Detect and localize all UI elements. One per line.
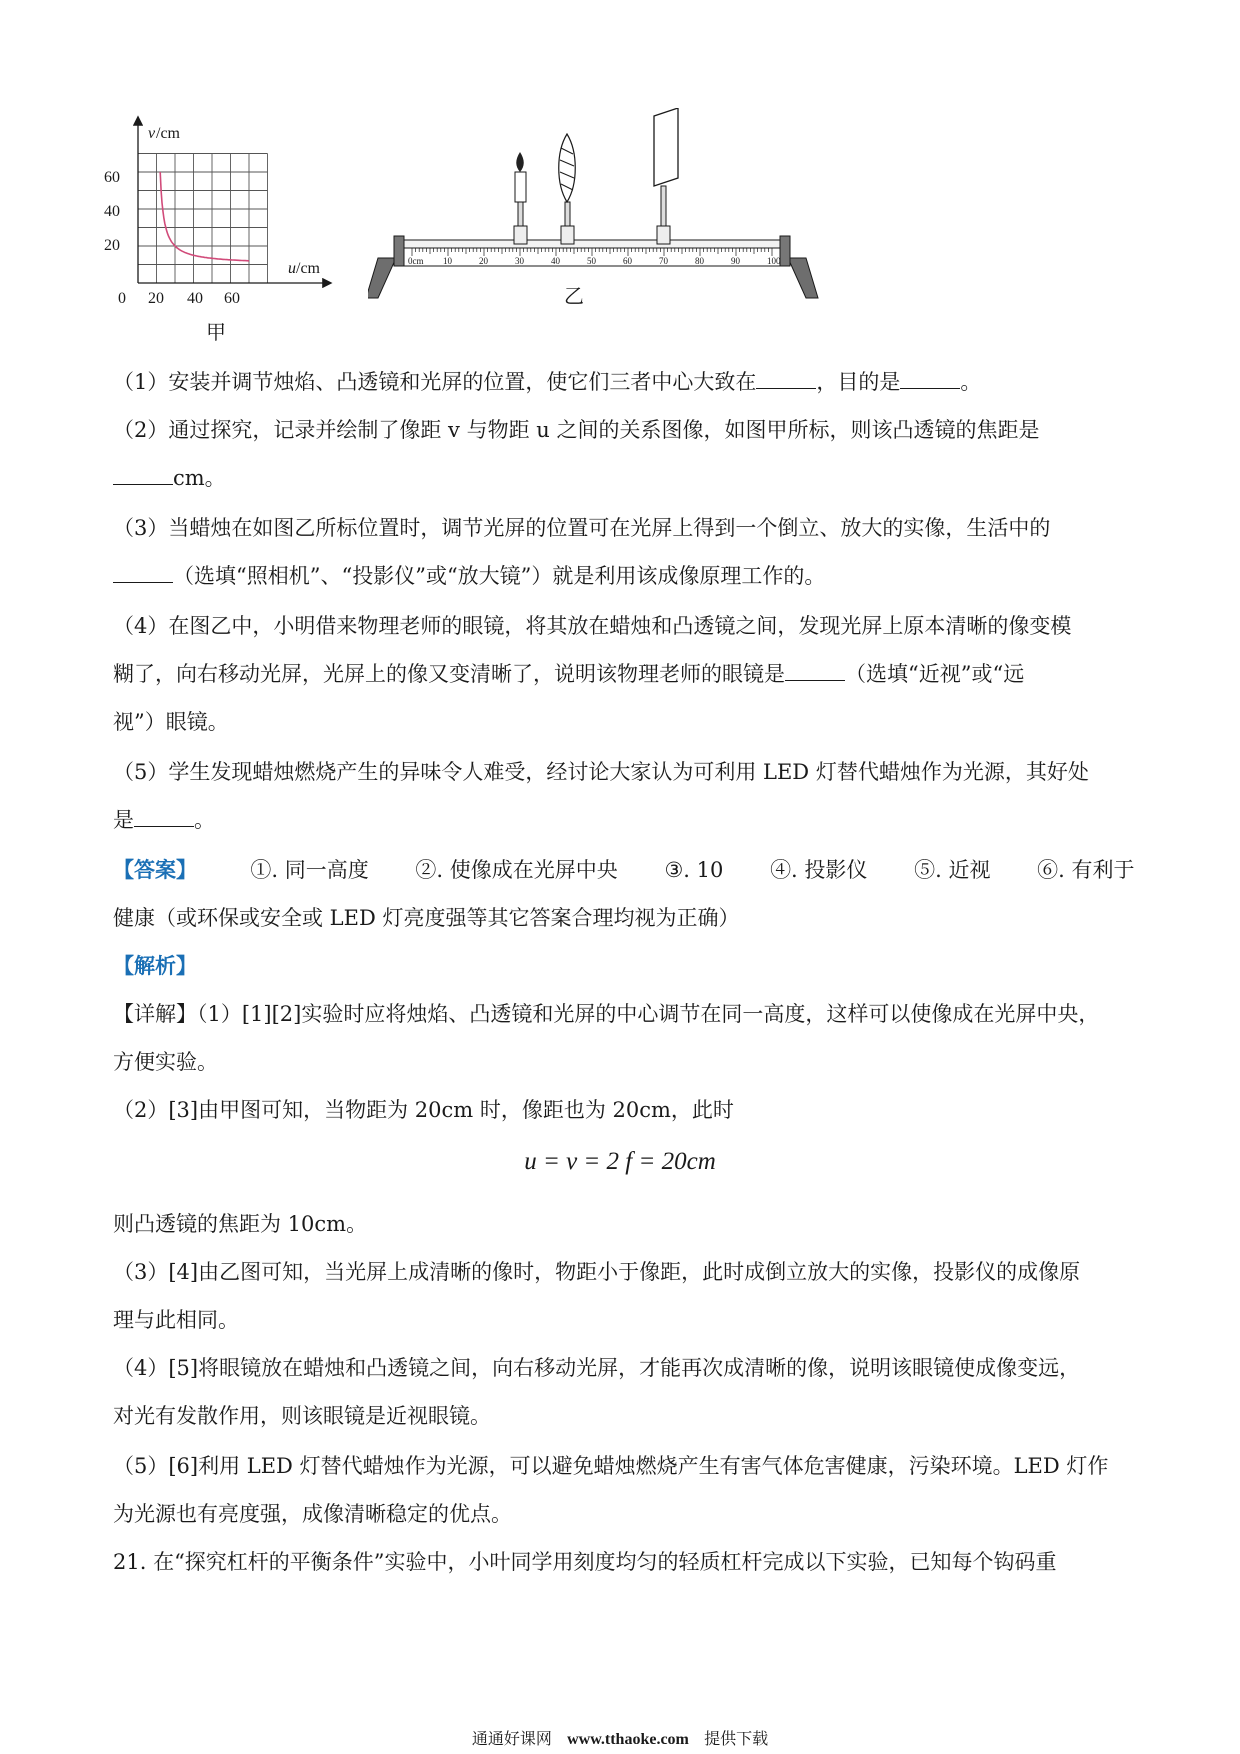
q1-text-a: （1）安装并调节烛焰、凸透镜和光屏的位置，使它们三者中心大致在 — [113, 370, 757, 394]
answer-item: ②. 使像成在光屏中央 — [415, 858, 618, 882]
q4-line3: 视”）眼镜。 — [113, 710, 229, 734]
q2-line2-end: cm。 — [173, 466, 226, 490]
detail-p3-line2: 理与此相同。 — [113, 1308, 239, 1332]
y-axis-label-unit: /cm — [156, 125, 180, 142]
detail-p3 — [113, 1248, 1128, 1344]
x-axis-label-var: u — [288, 260, 296, 277]
bench-right-end — [780, 236, 790, 266]
answer-blank — [785, 660, 845, 681]
vu-graph — [100, 110, 340, 310]
q1-text-b: ，目的是 — [816, 370, 901, 394]
bench-right-leg — [788, 258, 818, 298]
answer-block — [113, 846, 1135, 942]
question-4 — [113, 602, 1128, 746]
answer-item: ③. 10 — [664, 858, 724, 882]
x-axis-label-unit: /cm — [296, 260, 320, 277]
answer-blank — [900, 368, 960, 389]
question-5 — [113, 748, 1128, 844]
figure-jia — [100, 110, 340, 344]
detail-p5 — [113, 1442, 1128, 1538]
figure-yi — [368, 108, 828, 340]
y-tick-label: 20 — [104, 237, 120, 254]
formula: u = v = 2 f = 20cm — [524, 1148, 716, 1175]
question-3 — [113, 504, 1128, 600]
q4-line1: （4）在图乙中，小明借来物理老师的眼镜，将其放在蜡烛和凸透镜之间，发现光屏上原本清晰的像变模 — [113, 614, 1072, 638]
ruler-tick-label: 30 — [515, 256, 524, 266]
q3-line1: （3）当蜡烛在如图乙所标位置时，调节光屏的位置可在光屏上得到一个倒立、放大的实像，生活中的 — [113, 516, 1051, 540]
y-tick-label: 60 — [104, 169, 120, 186]
footer-suffix: 提供下载 — [704, 1729, 769, 1748]
ruler-tick-label: 70 — [659, 256, 668, 266]
q1-text-c: 。 — [960, 370, 982, 394]
detail-p1-line1: 【详解】（1）[1][2]实验时应将烛焰、凸透镜和光屏的中心调节在同一高度，这样可以使像成在光屏中央， — [113, 1002, 1100, 1026]
answer-item: ④. 投影仪 — [770, 858, 868, 882]
y-axis-label-var: v — [148, 125, 156, 142]
ruler-tick-label: 90 — [731, 256, 740, 266]
detail-p2b — [113, 1200, 1128, 1248]
detail-p2-line1: （2）[3]由甲图可知，当物距为 20cm 时，像距也为 20cm，此时 — [113, 1098, 734, 1122]
q3-line2-end: （选填“照相机”、“投影仪”或“放大镜”）就是利用该成像原理工作的。 — [173, 564, 826, 588]
bench-left-end — [394, 236, 404, 266]
flame-icon — [516, 152, 524, 172]
figure-label-yi: 乙 — [564, 284, 584, 308]
q4-line2-a: 糊了，向右移动光屏，光屏上的像又变清晰了，说明该物理老师的眼镜是 — [113, 662, 785, 686]
q21-line1: 21. 在“探究杠杆的平衡条件”实验中，小叶同学用刻度均匀的轻质杠杆完成以下实验，已知每个钩码重 — [113, 1550, 1057, 1574]
question-2 — [113, 406, 1128, 502]
detail-p1-line2: 方便实验。 — [113, 1050, 218, 1074]
vu-curve — [160, 172, 249, 261]
question-21 — [113, 1538, 1128, 1586]
answer-blank — [756, 368, 816, 389]
footer-site: 通通好课网 — [471, 1729, 552, 1748]
answer-item: ⑥. 有利于 — [1037, 858, 1135, 882]
analysis-tag: 【解析】 — [113, 953, 197, 978]
light-screen — [654, 108, 678, 244]
bench-rail — [404, 240, 780, 248]
q4-line2-b: （选填“近视”或“远 — [845, 662, 1025, 686]
q5-line2-b: 。 — [194, 808, 215, 832]
figure-label-jia: 甲 — [206, 320, 226, 344]
q5-line1: （5）学生发现蜡烛燃烧产生的异味令人难受，经讨论大家认为可利用 LED 灯替代蜡烛作为光源，其好处 — [113, 760, 1089, 784]
q2-line1: （2）通过探究，记录并绘制了像距 v 与物距 u 之间的关系图像，如图甲所标，则该凸透镜的焦距是 — [113, 418, 1040, 442]
answer-tag: 【答案】 — [113, 857, 197, 882]
answer-item: ⑤. 近视 — [914, 858, 991, 882]
x-tick-label: 0 — [118, 290, 126, 307]
ruler-tick-label: 10 — [443, 256, 452, 266]
q5-line2-a: 是 — [113, 808, 134, 832]
detail-p2-line2: 则凸透镜的焦距为 10cm。 — [113, 1212, 368, 1236]
x-tick-label: 60 — [224, 290, 240, 307]
ruler-tick-label: 20 — [479, 256, 488, 266]
question-1 — [113, 358, 1128, 406]
ruler-tick-label: 40 — [551, 256, 560, 266]
y-tick-label: 40 — [104, 203, 120, 220]
answer-line2: 健康（或环保或安全或 LED 灯亮度强等其它答案合理均视为正确） — [113, 906, 740, 930]
x-tick-label: 40 — [187, 290, 203, 307]
page-footer — [0, 1726, 1240, 1749]
ruler-tick-label: 60 — [623, 256, 632, 266]
ruler-tick-label: 50 — [587, 256, 596, 266]
footer-url[interactable]: www.tthaoke.com — [567, 1731, 689, 1748]
answer-item: ①. 同一高度 — [250, 858, 369, 882]
detail-p2 — [113, 1086, 1128, 1134]
detail-p1 — [113, 990, 1128, 1086]
detail-p4 — [113, 1344, 1128, 1440]
ruler-tick-label: 80 — [695, 256, 704, 266]
ruler-tick-label: 100 — [767, 256, 781, 266]
ruler-tick-label: 0cm — [408, 256, 424, 266]
x-tick-label: 20 — [148, 290, 164, 307]
detail-p4-line2: 对光有发散作用，则该眼镜是近视眼镜。 — [113, 1404, 491, 1428]
detail-p5-line2: 为光源也有亮度强，成像清晰稳定的优点。 — [113, 1502, 512, 1526]
candle — [514, 152, 527, 244]
detail-p5-line1: （5）[6]利用 LED 灯替代蜡烛作为光源，可以避免蜡烛燃烧产生有害气体危害健康，污染环境。LED 灯作 — [113, 1454, 1109, 1478]
answer-blank — [113, 562, 173, 583]
analysis-block — [113, 942, 1128, 990]
detail-p3-line1: （3）[4]由乙图可知，当光屏上成清晰的像时，物距小于像距，此时成倒立放大的实像，投影仪的成像原 — [113, 1260, 1081, 1284]
bench-left-leg — [368, 258, 396, 298]
convex-lens — [559, 134, 576, 244]
answer-blank — [113, 464, 173, 485]
detail-p4-line1: （4）[5]将眼镜放在蜡烛和凸透镜之间，向右移动光屏，才能再次成清晰的像，说明该眼镜使成像变远， — [113, 1356, 1081, 1380]
graph-grid — [138, 154, 268, 284]
optical-bench — [368, 108, 828, 308]
answer-blank — [134, 806, 194, 827]
